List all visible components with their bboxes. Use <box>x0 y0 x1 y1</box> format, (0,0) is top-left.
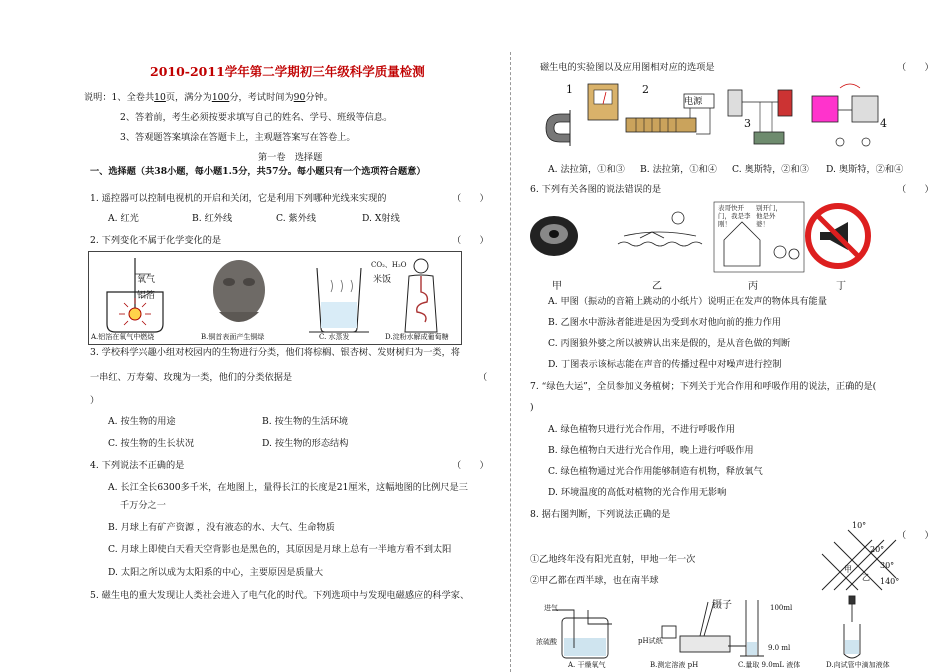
instr-pages: 10 <box>154 92 166 103</box>
q2-caption-c: C. 水蒸发 <box>319 333 350 341</box>
q5-fig-num-2: 2 <box>642 83 649 96</box>
galvanometer-illustration <box>588 84 618 120</box>
q1-option-d: D. X射线 <box>362 213 400 224</box>
q9-label-tweezers: 镊子 <box>712 600 732 611</box>
q4-option-a-line-2: 千万分之一 <box>120 500 166 511</box>
q8-paren: （ ） <box>897 530 934 541</box>
instruction-line-3: 3、答观题答案填涂在答题卡上，主观题答案写在答卷上。 <box>120 132 356 143</box>
magnet-coil-illustration-3 <box>728 90 792 144</box>
measuring-cylinder-illustration <box>728 600 764 656</box>
q4-option-a-line-1: A. 长江全长6300多千米，在地图上，量得长江的长度是21厘米，这幅地图的比例尺是三 <box>108 482 468 493</box>
q3-option-a: A. 按生物的用途 <box>108 416 176 427</box>
q5-figure <box>540 80 920 152</box>
q2-label-rice: 米饭 <box>373 275 392 285</box>
q1-option-a: A. 红光 <box>108 213 139 224</box>
q2-paren: （ ） <box>452 235 489 246</box>
gas-drying-bottle-illustration <box>552 610 612 658</box>
q6-option-c: C. 丙图狼外婆之所以被辨认出来是假的，是从音色做的判断 <box>548 338 791 349</box>
q5-label-power: 电源 <box>684 96 703 107</box>
digestive-system-illustration <box>405 259 437 332</box>
q6-label-bing: 丙 <box>748 281 758 292</box>
q8-grid-label-30: 30° <box>880 561 895 570</box>
q4-stem: 4. 下列说法不正确的是 <box>90 460 185 471</box>
q1-stem: 1. 遥控器可以控制电视机的开启和关闭，它是利用下列哪种光线来实现的 <box>90 193 387 204</box>
instr-score: 100 <box>211 92 230 103</box>
no-horn-sign-icon <box>808 206 868 266</box>
swimmer-illustration <box>618 212 702 246</box>
q3-option-c: C. 按生物的生长状况 <box>108 438 195 449</box>
q6-label-ding: 丁 <box>836 281 846 292</box>
pink-magnet-illustration-4 <box>812 84 878 146</box>
copper-head-illustration <box>213 260 265 322</box>
q5-fig-num-4: 4 <box>880 117 887 130</box>
q2-label-oxygen: 氧气 <box>137 275 156 285</box>
q1-paren: （ ） <box>452 193 489 204</box>
q7-option-b: B. 绿色植物白天进行光合作用，晚上进行呼吸作用 <box>548 445 754 456</box>
q1-option-c: C. 紫外线 <box>276 213 317 224</box>
q3-stem-line-2: 一串红、万寿菊、玫瑰为一类，他们的分类依据是 <box>90 372 293 383</box>
q3-stem-line-1: 3. 学校科学兴趣小组对校园内的生物进行分类，他们将棕榈、银杏树、发财树归为一类，将 <box>90 347 460 358</box>
q6-paren: （ ） <box>897 184 934 195</box>
instr-mid2: 分，考试时间为 <box>229 92 294 103</box>
q5-option-d: D. 奥斯特，②和④ <box>826 164 904 175</box>
q5-stem-line-2: 磁生电的实验图以及应用图相对应的选项是 <box>540 62 715 73</box>
q8-grid-label-20: 20° <box>870 545 885 554</box>
q4-option-b: B. 月球上有矿产资源 ，没有液态的水、大气、生命物质 <box>108 522 335 533</box>
q9-label-9ml: 9.0 ml <box>768 644 791 652</box>
q4-option-d: D. 太阳之所以成为太阳系的中心，主要原因是质量大 <box>108 567 324 578</box>
q7-paren-close: ) <box>530 402 534 413</box>
q6-option-b: B. 乙图水中游泳者能进是因为受到水对他向前的推力作用 <box>548 317 782 328</box>
q2-stem: 2. 下列变化不属于化学变化的是 <box>90 235 222 246</box>
q8-grid-label-jia: 甲 <box>844 565 852 574</box>
q8-stem: 8. 据右图判断，下列说法正确的是 <box>530 509 671 520</box>
q8-statement-1: ①乙地终年没有阳光直射，甲地一年一次 <box>530 554 696 565</box>
instr-suffix: 分钟。 <box>305 92 333 103</box>
q1-option-b: B. 红外线 <box>192 213 233 224</box>
q5-option-a: A. 法拉第，①和③ <box>548 164 625 175</box>
q3-option-d: D. 按生物的形态结构 <box>262 438 349 449</box>
q6-bubble-2: 别开门，他是外婆！ <box>756 204 782 228</box>
instr-prefix: 说明：1、全卷共 <box>84 92 155 103</box>
q8-grid-label-yi: 乙 <box>862 573 870 582</box>
q4-option-c: C. 月球上即使白天看天空背影也是黑色的，其原因是月球上总有一半地方看不到太阳 <box>108 544 452 555</box>
q6-figure <box>528 200 868 278</box>
q2-caption-a: A.铝箔在氧气中燃烧 <box>91 333 155 341</box>
part-heading: 第一卷 选择题 <box>258 152 323 163</box>
q2-label-foil: 铝箔 <box>137 291 156 301</box>
q9-caption-d: D.向试管中滴加液体 <box>826 661 890 669</box>
q6-option-a: A. 甲图（振动的音箱上跳动的小纸片）说明正在发声的物体具有能量 <box>548 296 827 307</box>
instruction-line-1 <box>84 92 333 104</box>
q5-fig-num-3: 3 <box>744 117 751 130</box>
q9-caption-c: C.量取 9.0mL 液体 <box>738 661 801 669</box>
q5-option-b: B. 法拉第，①和④ <box>640 164 717 175</box>
q9-label-inlet: 进气 <box>544 604 558 612</box>
q6-option-d: D. 丁图表示该标志能在声音的传播过程中对噪声进行控制 <box>548 359 782 370</box>
q9-label-paper: pH试纸 <box>638 637 663 645</box>
q2-caption-d: D.淀粉水解成葡萄糖 <box>385 333 449 341</box>
q6-label-yi: 乙 <box>652 281 662 292</box>
q6-stem: 6. 下列有关各图的说法错误的是 <box>530 184 662 195</box>
q8-statement-2: ②甲乙都在西半球，也在南半球 <box>530 575 659 586</box>
q5-stem-line-1: 5. 磁生电的重大发现让人类社会进入了电气化的时代。下列选项中与发现电磁感应的科学家、 <box>90 590 470 601</box>
q9-label-acid: 浓硫酸 <box>536 638 557 646</box>
q9-label-100ml: 100ml <box>770 604 793 612</box>
q9-caption-b: B.测定溶液 pH <box>650 661 699 669</box>
q8-grid-label-10: 10° <box>852 521 867 530</box>
q7-option-d: D. 环境温度的高低对植物的光合作用无影响 <box>548 487 727 498</box>
speaker-illustration <box>530 216 578 256</box>
instruction-line-2: 2、答着前，考生必须按要求填写自己的姓名、学号、班级等信息。 <box>120 112 393 123</box>
q2-figure <box>88 251 462 345</box>
q3-paren-close: ） <box>90 395 100 406</box>
q2-label-gas: CO₂、H₂O <box>371 261 407 269</box>
section-heading: 一、选择题（共38小题，每小题1.5分，共57分。每小题只有一个选项符合题意） <box>90 166 426 177</box>
instr-mid1: 页，满分为 <box>165 92 212 103</box>
q6-bubble-1: 表哥快开门，我是李刚！ <box>718 204 751 228</box>
page-title: 2010-2011学年第二学期初三年级科学质量检测 <box>150 64 425 79</box>
beaker-evaporation-illustration <box>309 268 369 332</box>
dropper-testtube-illustration <box>844 596 860 658</box>
q5-fig-num-1: 1 <box>566 83 573 96</box>
instr-time: 90 <box>293 92 306 103</box>
q5-paren: （ ） <box>897 62 934 73</box>
column-divider <box>510 52 511 672</box>
q7-stem: 7. “绿色大运”，全员参加义务植树；下列关于光合作用和呼吸作用的说法，正确的是( <box>530 381 877 392</box>
q5-option-c: C. 奥斯特，②和③ <box>732 164 809 175</box>
q7-option-c: C. 绿色植物通过光合作用能够制造有机物，释放氧气 <box>548 466 763 477</box>
q2-caption-b: B.铜首表面产生铜绿 <box>201 333 265 341</box>
q7-option-a: A. 绿色植物只进行光合作用，不进行呼吸作用 <box>548 424 736 435</box>
q3-paren-open: （ <box>478 372 488 383</box>
q8-grid-label-140: 140° <box>880 577 900 586</box>
q4-paren: （ ） <box>452 460 489 471</box>
q6-label-jia: 甲 <box>552 281 562 292</box>
magnet-compass-illustration-1 <box>546 110 570 146</box>
q3-option-b: B. 按生物的生活环境 <box>262 416 349 427</box>
q9-caption-a: A. 干燥氧气 <box>568 661 606 669</box>
